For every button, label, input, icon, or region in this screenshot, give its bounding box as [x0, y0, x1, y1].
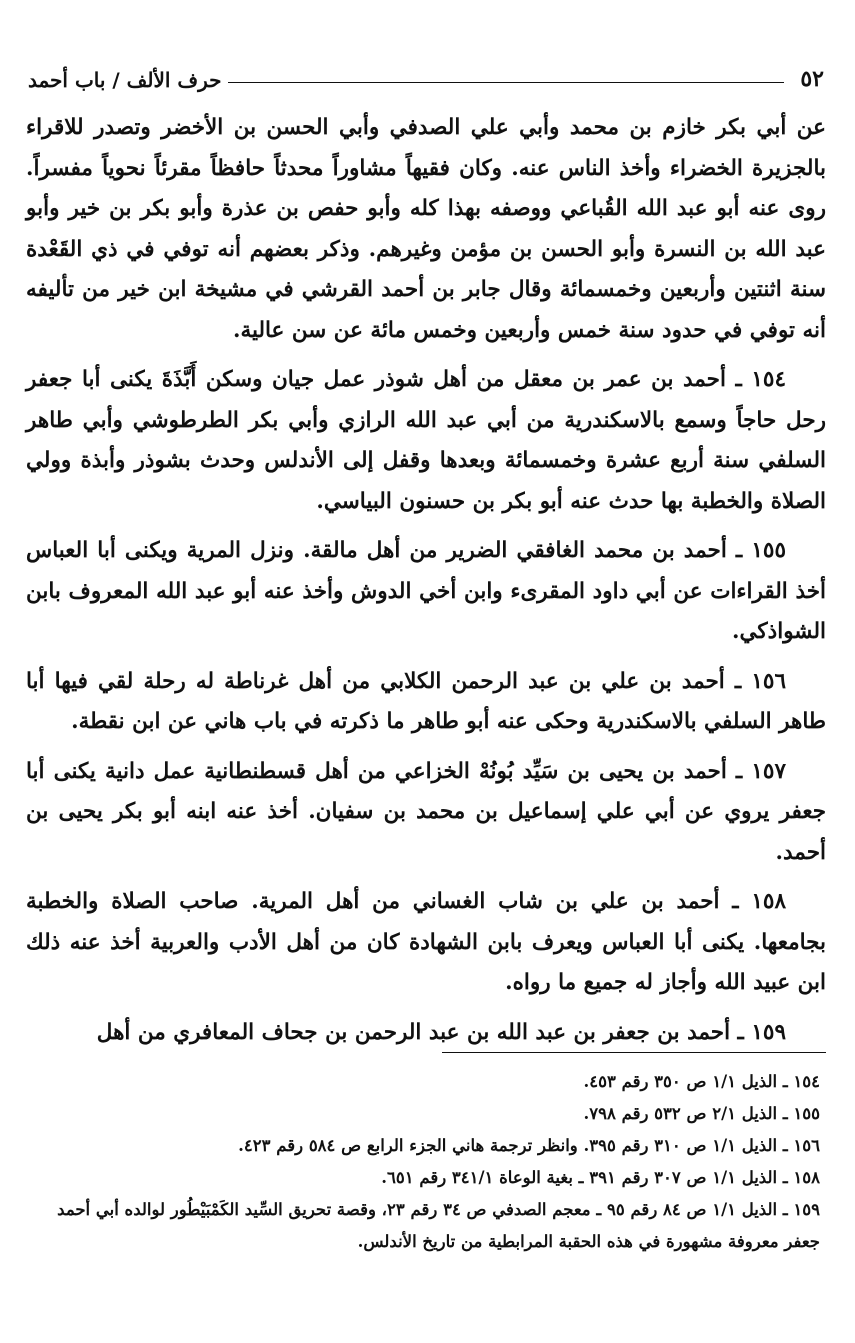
- intro-paragraph: عن أبي بكر خازم بن محمد وأبي علي الصدفي وأبي الحسن بن الأخضر وتصدر للاقراء بالجزيرة الخضراء وأخذ الناس عنه. وكان فقيهاً مشاوراً محدثاً حافظاً مقرئاً نحوياً مفسراً. روى عنه أبو عبد الله القُباعي ووصفه بهذا كله وأبو حفص بن عذرة وأبو بكر بن خير وأبو عبد الله بن النسرة وأبو الحسن بن مؤمن وغيرهم. وذكر بعضهم أنه توفي في ذي القَعْدة سنة اثنتين وأربعين وخمسمائة وقال جابر بن أحمد القرشي في مشيخة ابن خير من تأليفه أنه توفي في حدود سنة خمس وأربعين وخمس مائة عن سن عالية.: [26, 115, 826, 343]
- running-title: حرف الألف / باب أحمد: [28, 68, 222, 92]
- entry-158: ١٥٨ ـ أحمد بن علي بن شاب الغساني من أهل المرية. صاحب الصلاة والخطبة بجامعها. يكنى أبا العباس ويعرف بابن الشهادة كان من أهل الأدب والعربية أخذ عنه ذلك ابن عبيد الله وأجاز له جميع ما رواه.: [26, 889, 826, 995]
- page-number: ٥٢: [800, 66, 824, 92]
- entry-159: ١٥٩ ـ أحمد بن جعفر بن عبد الله بن عبد الرحمن بن جحاف المعافري من أهل: [96, 1019, 786, 1045]
- footnote-158: ١٥٨ ـ الذيل ١/١ ص ٣٠٧ رقم ٣٩١ ـ بغية الوعاة ٣٤١/١ رقم ٦٥١.: [381, 1168, 820, 1187]
- main-text: [26, 108, 826, 1062]
- entry-154: ١٥٤ ـ أحمد بن عمر بن معقل من أهل شوذر عمل جيان وسكن أَبَّذَةَ يكنى أبا جعفر رحل حاجاً وسمع بالاسكندرية من أبي عبد الله الرازي وأبي بكر الطرطوشي وأبي طاهر السلفي سنة أربع عشرة وخمسمائة وبعدها وقفل إلى الأندلس وحدث بشوذر وأبذة وولي الصلاة والخطبة بها حدث عنه أبو بكر بن حسنون البياسي.: [26, 367, 826, 514]
- page-header: [28, 56, 824, 92]
- footnote-159: ١٥٩ ـ الذيل ١/١ ص ٨٤ رقم ٩٥ ـ معجم الصدفي ص ٣٤ رقم ٢٣، وقصة تحريق السِّيد الكَمْبَيْطُور لوالده أبي أحمد جعفر معروفة مشهورة في هذه الحقبة المرابطية من تاريخ الأندلس.: [57, 1200, 820, 1251]
- footnote-156: ١٥٦ ـ الذيل ١/١ ص ٣١٠ رقم ٣٩٥. وانظر ترجمة هاني الجزء الرابع ص ٥٨٤ رقم ٤٢٣.: [238, 1136, 820, 1155]
- entry-155: ١٥٥ ـ أحمد بن محمد الغافقي الضرير من أهل مالقة. ونزل المرية ويكنى أبا العباس أخذ القراءات عن أبي داود المقرىء وابن أخي الدوش وأخذ عنه أبو عبد الله المعروف بابن الشواذكي.: [26, 538, 826, 644]
- footnote-155: ١٥٥ ـ الذيل ٢/١ ص ٥٣٢ رقم ٧٩٨.: [583, 1104, 820, 1123]
- entry-156: ١٥٦ ـ أحمد بن علي بن عبد الرحمن الكلابي من أهل غرناطة له رحلة لقي فيها أبا طاهر السلفي بالاسكندرية وحكى عنه أبو طاهر ما ذكرته في باب هاني عن ابن نقطة.: [26, 668, 826, 734]
- footnotes: [26, 1066, 826, 1258]
- entry-157: ١٥٧ ـ أحمد بن يحيى بن سَيِّد بُونُهْ الخزاعي من أهل قسطنطانية عمل دانية يكنى أبا جعفر يروي عن أبي علي إسماعيل بن محمد بن سفيان. أخذ عنه ابنه أبو بكر يحيى بن أحمد.: [26, 758, 826, 865]
- footnote-separator: [442, 1052, 826, 1053]
- header-rule: [228, 82, 785, 83]
- footnote-154: ١٥٤ ـ الذيل ١/١ ص ٣٥٠ رقم ٤٥٣.: [583, 1072, 820, 1091]
